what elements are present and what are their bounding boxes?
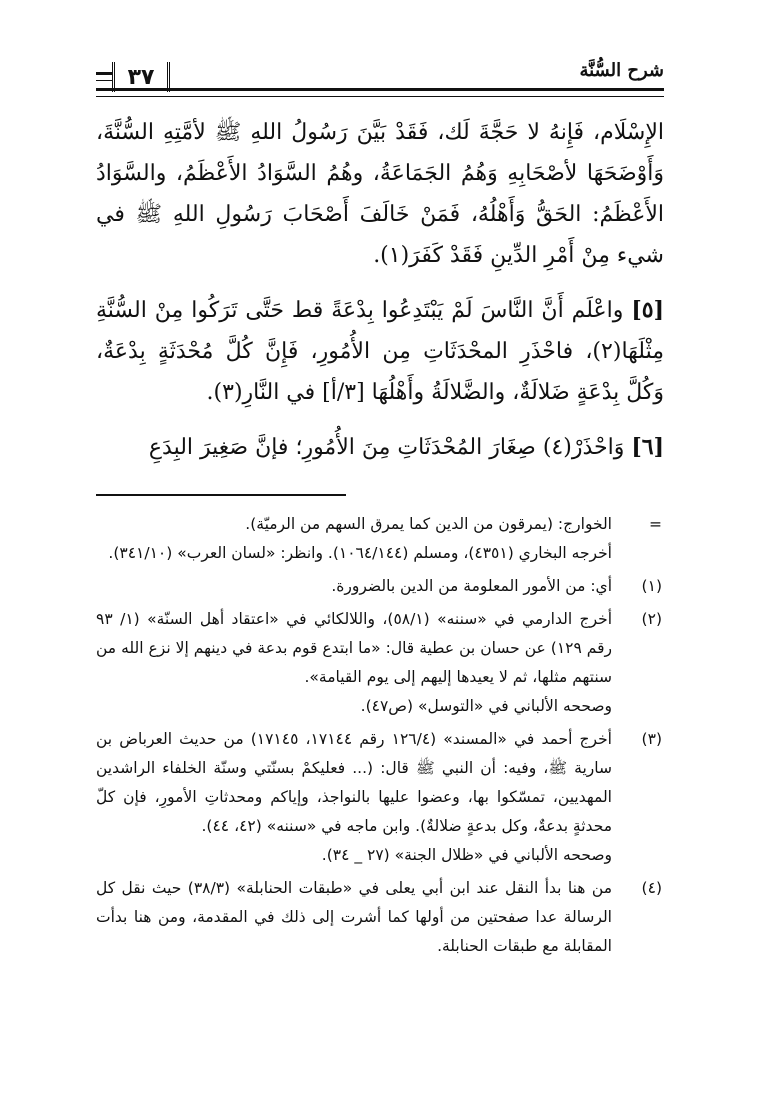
footnote-body xyxy=(96,510,612,568)
footnote-mark: = xyxy=(649,515,662,533)
footnote xyxy=(96,725,664,870)
footnote-line: أخرج الدارمي في «سننه» (٥٨/١)، واللالكائي في «اعتقاد أهل السنّة» (١/ ٩٣ رقم ١٢٩) عن حسان بن عطية قال: «ما ابتدع قوم بدعة في دينهم إلا نزع الله من سنتهم مثلها، ثم لا يعيدها إليهم إلى يوم القيامة». xyxy=(96,610,613,686)
footnote-separator xyxy=(96,494,346,496)
footnotes xyxy=(96,510,664,965)
page-header xyxy=(96,58,664,98)
footnote-line: وصححه الألباني في «التوسل» (ص٤٧). xyxy=(360,697,612,715)
running-title: شرح السُّنَّة xyxy=(579,60,664,81)
main-text xyxy=(96,112,664,482)
paragraph-number: [٦] xyxy=(631,434,664,460)
footnote-line: أي: من الأمور المعلومة من الدين بالضرورة. xyxy=(331,577,612,595)
header-rule-left xyxy=(96,72,112,81)
footnote-line: وصححه الألباني في «ظلال الجنة» (٢٧ _ ٣٤). xyxy=(321,846,612,864)
footnote xyxy=(96,605,664,721)
footnote-body xyxy=(96,725,612,870)
footnote-mark: (٢) xyxy=(641,610,662,628)
header-rule xyxy=(96,88,664,97)
footnote-mark: (١) xyxy=(641,577,662,595)
page-number: ٣٧ xyxy=(112,62,170,92)
paragraph-text: وَاحْذَرْ(٤) صِغَارَ المُحْدَثَاتِ مِنَ الأُمُورِ؛ فإنَّ صَغِيرَ البِدَعِ xyxy=(148,435,632,460)
paragraph-5 xyxy=(96,290,664,413)
footnote-body xyxy=(96,605,612,721)
footnote-body xyxy=(96,572,612,601)
paragraph-text: واعْلَم أَنَّ النَّاسَ لَمْ يَبْتَدِعُوا بِدْعَةً قط حَتَّى تَرَكُوا مِنْ السُّنَّةِ مِثْلَهَا(٢)، فاحْذَرِ المحْدَثَاتِ مِن الأُمُورِ، فَإِنَّ كُلَّ مُحْدَثَةٍ بِدْعَةٌ، وَكُلَّ بِدْعَةٍ ضَلالَةٌ، والضَّلالَةُ وأَهْلُهَا [٣/أ] في النَّارِ(٣). xyxy=(96,298,664,405)
paragraph-1: الإِسْلَام، فَإِنهُ لا حَجَّةَ لَك، فَقَدْ بَيَّنَ رَسُولُ اللهِ ﷺ لأمَّتِهِ السُّنَّةَ، وَأَوْضَحَهَا لأصْحَابِهِ وَهُمُ الجَمَاعَةُ، وهُمُ السَّوَادُ الأَعْظَمُ، والسَّوَادُ الأَعْظَمُ: الحَقُّ وَأَهْلُهُ، فَمَنْ خَالَفَ أَصْحَابَ رَسُولِ اللهِ ﷺ في شيء مِنْ أَمْرِ الدِّينِ فَقَدْ كَفَرَ(١). xyxy=(96,120,664,268)
footnote-line: أخرج أحمد في «المسند» (١٢٦/٤ رقم ١٧١٤٤، ١٧١٤٥) من حديث العرباض بن سارية ﷺ، وفيه: أن النبي ﷺ قال: (... فعليكمْ بسنّتي وسنّة الخلفاء الراشدين المهديين، تمسّكوا بها، وعضوا عليها بالنواجذ، وإياكم ومحدثاتِ الأمورِ، فإن كلّ محدثةٍ بدعةٌ، وكل بدعةٍ ضلالةٌ). وابن ماجه في «سننه» (٤٢، ٤٤). xyxy=(96,730,612,835)
footnote xyxy=(96,874,664,961)
footnote-line: الخوارج: (يمرقون من الدين كما يمرق السهم من الرميّة). xyxy=(245,515,612,533)
paragraph-6 xyxy=(96,427,664,468)
footnote-line: أخرجه البخاري (٤٣٥١)، ومسلم (١٠٦٤/١٤٤). وانظر: «لسان العرب» (٣٤١/١٠). xyxy=(108,544,612,562)
paragraph-number: [٥] xyxy=(631,297,665,323)
footnote xyxy=(96,510,664,568)
footnote-mark: (٣) xyxy=(641,730,662,748)
footnote-mark: (٤) xyxy=(641,879,662,897)
footnote-line: من هنا بدأ النقل عند ابن أبي يعلى في «طبقات الحنابلة» (٣٨/٣) حيث نقل كل الرسالة عدا صفحتين من أولها كما أشرت إلى ذلك في المقدمة، ومن هنا بدأت المقابلة مع طبقات الحنابلة. xyxy=(96,879,612,955)
footnote xyxy=(96,572,664,601)
footnote-body xyxy=(96,874,612,961)
